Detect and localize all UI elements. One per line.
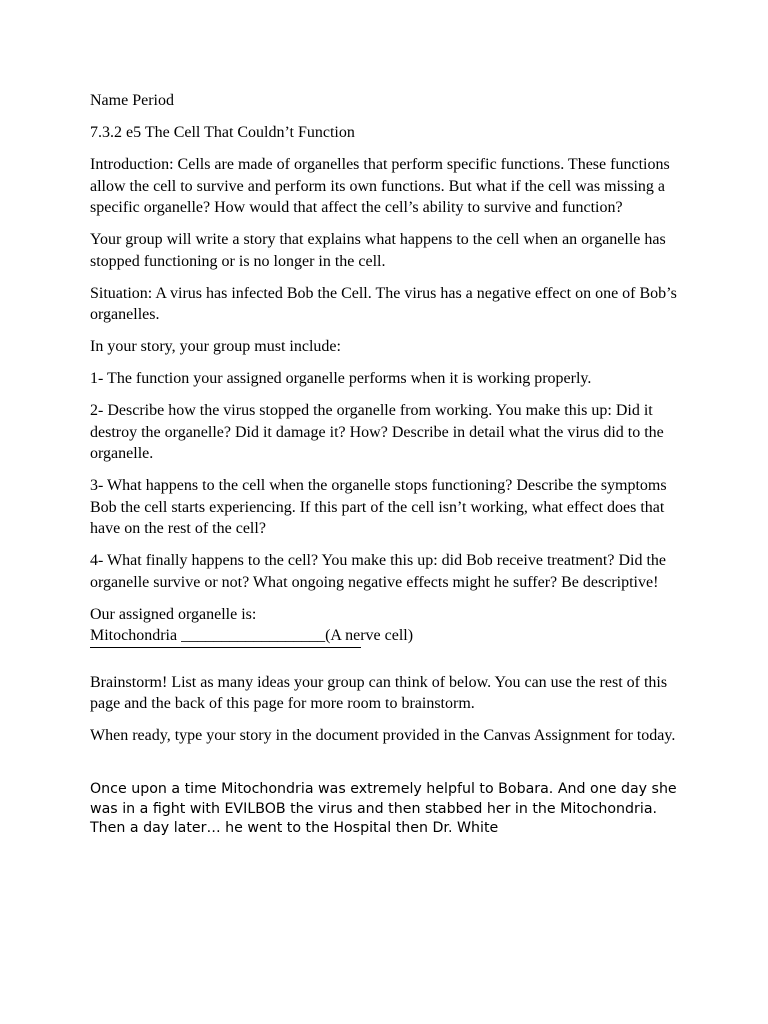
blank-line: [90, 647, 361, 648]
introduction-paragraph: Introduction: Cells are made of organelles that perform specific functions. These functions allow the cell to survive and perform its own functions. But what if the cell was missing a specific organelle? How would that affect the cell’s ability to survive and function?: [90, 156, 670, 216]
requirement-3: 3- What happens to the cell when the organelle stops functioning? Describe the symptoms Bob the cell starts experiencing. If this part of the cell isn’t working, what effect does that have on the rest of the cell?: [90, 477, 667, 537]
organelle-label: Our assigned organelle is:: [90, 605, 257, 623]
assignment-title: 7.3.2 e5 The Cell That Couldn’t Function: [90, 124, 355, 141]
requirement-1: 1- The function your assigned organelle performs when it is working properly.: [90, 370, 592, 387]
spacer: [90, 757, 690, 780]
task-paragraph: Your group will write a story that explains what happens to the cell when an organelle has stopped functioning or is no longer in the cell.: [90, 231, 666, 270]
when-ready-paragraph: When ready, type your story in the document provided in the Canvas Assignment for today.: [90, 727, 676, 744]
document-page: [90, 90, 690, 839]
name-period-header: Name Period: [90, 92, 174, 109]
requirement-2: 2- Describe how the virus stopped the organelle from working. You make this up: Did it destroy the organelle? Did it damage it? How? Describe in detail what the virus did to the organelle.: [90, 402, 664, 462]
requirement-4: 4- What finally happens to the cell? You make this up: did Bob receive treatment? Did the organelle survive or not? What ongoing negative effects might he suffer? Be descriptive!: [90, 552, 666, 591]
organelle-value: Mitochondria __________________(A nerve cell): [90, 627, 414, 644]
situation-paragraph: Situation: A virus has infected Bob the Cell. The virus has a negative effect on one of Bob’s organelles.: [90, 284, 677, 323]
student-story: Once upon a time Mitochondria was extremely helpful to Bobara. And one day she was in a fight with EVILBOB the virus and then stabbed her in the Mitochondria. Then a day later… he went to the Hospital then Dr. White: [90, 781, 677, 836]
requirements-intro: In your story, your group must include:: [90, 338, 341, 355]
brainstorm-paragraph: Brainstorm! List as many ideas your group can think of below. You can use the rest of this page and the back of this page for more room to brainstorm.: [90, 673, 668, 712]
